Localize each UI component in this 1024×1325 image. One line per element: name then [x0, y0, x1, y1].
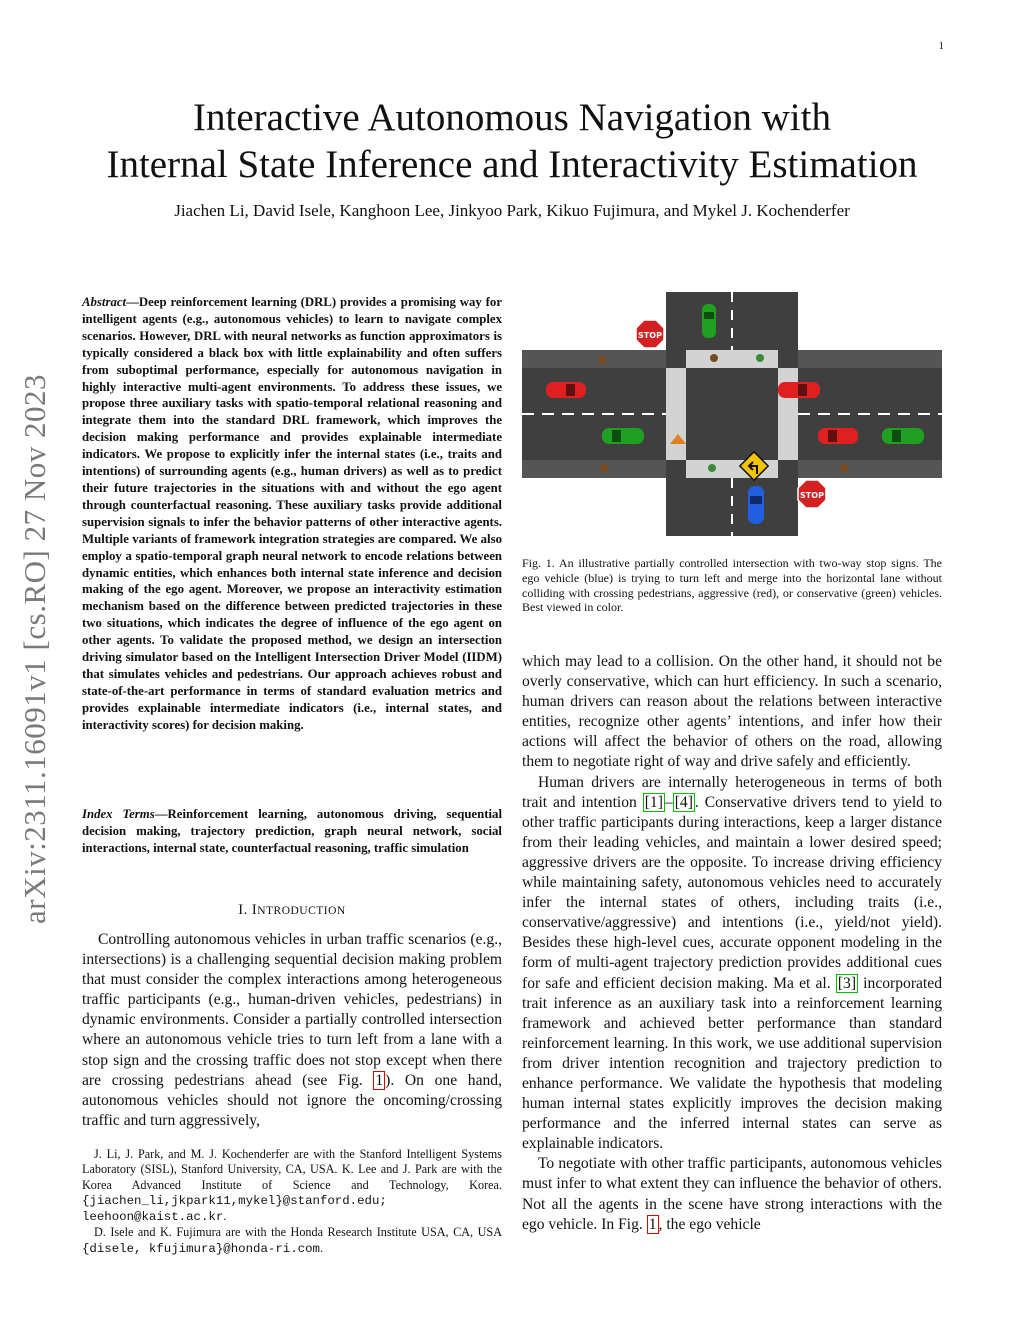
- pedestrian-2: [756, 354, 764, 362]
- conservative-car-left: [602, 428, 644, 444]
- pedestrian-3: [708, 464, 716, 472]
- footnote-affiliation-2: [82, 1225, 502, 1257]
- arxiv-identifier: arXiv:2311.16091v1 [cs.RO] 27 Nov 2023: [17, 374, 52, 924]
- p3-text-b: , the ego vehicle: [658, 1215, 761, 1233]
- right-column-body: [522, 652, 942, 1235]
- paper-title: [0, 94, 1024, 188]
- crosswalk-right: [778, 368, 798, 460]
- footnote-1-text: J. Li, J. Park, and M. J. Kochenderfer are with the Stanford Intelligent Systems Laboratory (SISL), Stanford University, CA, USA. K. Lee and J. Park are with the Korea Advanced Institute of Science and Technology, Korea.: [82, 1147, 502, 1192]
- aggressive-car-far-right: [818, 428, 858, 444]
- email-honda: {disele, kfujimura}@honda-ri.com: [82, 1241, 320, 1256]
- email-stanford: {jiachen_li,jkpark11,mykel}@stanford.edu;: [82, 1193, 387, 1208]
- pedestrian-5: [840, 464, 848, 472]
- citation-4[interactable]: [4]: [674, 793, 693, 811]
- citation-3[interactable]: [3]: [837, 974, 857, 992]
- sidewalk-right-bottom: [798, 460, 942, 478]
- index-terms-text: —Reinforcement learning, autonomous driving, sequential decision making, trajectory prediction, graph neural network, social interactions, internal state, counterfactual reasoning, traffic simulation: [82, 807, 503, 855]
- pedestrian-4: [600, 464, 608, 472]
- p2-text-a: Human drivers are internally heterogeneous in terms of both trait and intention: [522, 773, 942, 811]
- intro-text-b: ). On one hand, autonomous vehicles should not ignore the oncoming/crossing traffic and turn aggressively,: [82, 1071, 502, 1129]
- author-list: Jiachen Li, David Isele, Kanghoon Lee, Jinkyoo Park, Kikuo Fujimura, and Mykel J. Kochenderfer: [174, 201, 850, 220]
- abstract-label: Abstract: [82, 295, 127, 309]
- stop-sign-top-label: STOP: [638, 331, 662, 340]
- footnote: [82, 1147, 502, 1257]
- section-title-rest: NTRODUCTION: [257, 905, 346, 917]
- page-number: 1: [938, 40, 944, 52]
- stop-sign-top: [636, 320, 664, 348]
- figure-caption: Fig. 1. An illustrative partially controlled intersection with two-way stop signs. The ego vehicle (blue) is trying to turn left and merge into the horizontal lane without colliding with crossing pedestrians, aggressive (red), or conservative (green) vehicles. Best viewed in color.: [522, 556, 942, 615]
- section-title-initial: I: [251, 902, 258, 918]
- ego-car: [748, 486, 764, 524]
- aggressive-car-left: [546, 382, 586, 398]
- stop-sign-bottom: [798, 480, 826, 508]
- title-line-1: Interactive Autonomous Navigation with: [193, 96, 831, 139]
- stop-sign-bottom-label: STOP: [800, 491, 824, 500]
- conservative-car-top: [702, 304, 716, 338]
- footnote-affiliation-1: [82, 1147, 502, 1225]
- footnote-1-end: .: [223, 1209, 227, 1224]
- footnote-2-end: .: [319, 1240, 323, 1255]
- aggressive-car-right: [778, 382, 820, 398]
- intro-paragraph-1: [82, 930, 502, 1131]
- crosswalk-left: [666, 368, 686, 460]
- title-line-2: Internal State Inference and Interactivity Estimation: [106, 143, 918, 186]
- pedestrian-1: [710, 354, 718, 362]
- crosswalk-top: [686, 350, 778, 368]
- p2-text-c: incorporated trait inference as an auxiliary task into a reinforcement learning framework and achieved better performance than standard reinforcement learning. In this work, we use additional supervision from driver intention recognition and trajectory prediction to enhance performance. We validate the hypothesis that modeling human internal states explicitly improves the decision making performance and the inferred internal states can serve as explainable indicators.: [522, 974, 942, 1153]
- sidewalk-left-bottom: [522, 460, 666, 478]
- pedestrian-6: [598, 356, 606, 364]
- index-terms: [82, 806, 502, 857]
- abstract-text: —Deep reinforcement learning (DRL) provides a promising way for intelligent agents (e.g., autonomous vehicles) to learn to navigate complex scenarios. However, DRL with neural networks as function approximators is typically considered a black box with little explainability and often suffers from suboptimal performance, especially for autonomous navigation in highly interactive multi-agent environments. To address these issues, we propose three auxiliary tasks with spatio-temporal relational reasoning and integrate them into the standard DRL framework, which improves the decision making performance and provides explainable intermediate indicators. We propose to explicitly infer the internal states (i.e., traits and intentions) of surrounding agents (e.g., human drivers) as well as to predict their future trajectories in the situations with and without the ego agent through counterfactual reasoning. These auxiliary tasks provide additional supervision signals to infer the behavior patterns of other interactive agents. Multiple variants of framework integration strategies are compared. We also employ a spatio-temporal graph neural network to encode relations between dynamic entities, which enhances both internal state inference and decision making of the ego agent. Moreover, we propose an interactivity estimation mechanism based on the difference between predicted trajectories in these two situations, which indicates the degree of influence of the ego agent on other agents. To validate the proposed method, we design an intersection driving simulator based on the Intelligent Intersection Driver Model (IIDM) that simulates vehicles and pedestrians. Our approach achieves robust and state-of-the-art performance in terms of standard evaluation metrics and provides explainable intermediate indicators (i.e., internal states, and interactivity scores) for decision making.: [82, 295, 502, 732]
- right-paragraph-3: [522, 1154, 942, 1234]
- conservative-car-far-right: [882, 428, 924, 444]
- intro-left-column: [82, 930, 502, 1131]
- section-number: I.: [238, 902, 248, 918]
- p2-dash: –: [664, 793, 673, 811]
- p3-text-a: To negotiate with other traffic participants, autonomous vehicles must infer to what extent they can influence the behavior of others. Not all the agents in the scene have strong interactions with the ego vehicle. In Fig.: [522, 1155, 942, 1233]
- section-heading: [82, 902, 502, 919]
- figure-link-2[interactable]: 1: [648, 1215, 657, 1233]
- index-terms-label: Index Terms: [82, 807, 155, 821]
- citation-1[interactable]: [1]: [644, 793, 663, 811]
- right-paragraph-1: which may lead to a collision. On the other hand, it should not be overly conservative, which can hurt efficiency. In such a scenario, human drivers can reason about the relations between interactive entities, recognize other agents’ intentions, and infer how their actions will affect the behavior of others on the road, allowing them to negotiate right of way and drive safely and efficiently.: [522, 653, 942, 771]
- sidewalk-left-top: [522, 350, 666, 368]
- intro-text-a: Controlling autonomous vehicles in urban traffic scenarios (e.g., intersections) is a challenging sequential decision making problem that must consider the complex interactions among heterogeneous traffic participants (e.g., human-driven vehicles, pedestrians) in dynamic environments. Consider a partially controlled intersection where an autonomous vehicle tries to turn left from a lane with a stop sign and the crossing traffic does not stop except when there are crossing pedestrians ahead (see Fig.: [82, 931, 502, 1089]
- email-kaist: leehoon@kaist.ac.kr: [82, 1210, 224, 1225]
- footnote-2-text: D. Isele and K. Fujimura are with the Honda Research Institute USA, CA, USA: [94, 1225, 502, 1240]
- intersection-figure: [522, 292, 942, 536]
- p2-text-b: . Conservative drivers tend to yield to other traffic participants during interactions, keep a larger distance from their leading vehicles, and maintain a lower desired speed; aggressive drivers are the opposite. To increase driving efficiency while maintaining safety, autonomous vehicles need to accurately infer the internal states of others, including traits (i.e., conservative/aggressive) and intentions (i.e., yield/not yield). Besides these high-level cues, accurate opponent modeling in the form of multi-agent trajectory prediction provides additional cues for safe and efficient decision making. Ma et al.: [522, 793, 942, 992]
- abstract: [82, 294, 502, 734]
- figure-link[interactable]: 1: [375, 1071, 384, 1089]
- right-paragraph-2: [522, 773, 942, 1155]
- sidewalk-right-top: [798, 350, 942, 368]
